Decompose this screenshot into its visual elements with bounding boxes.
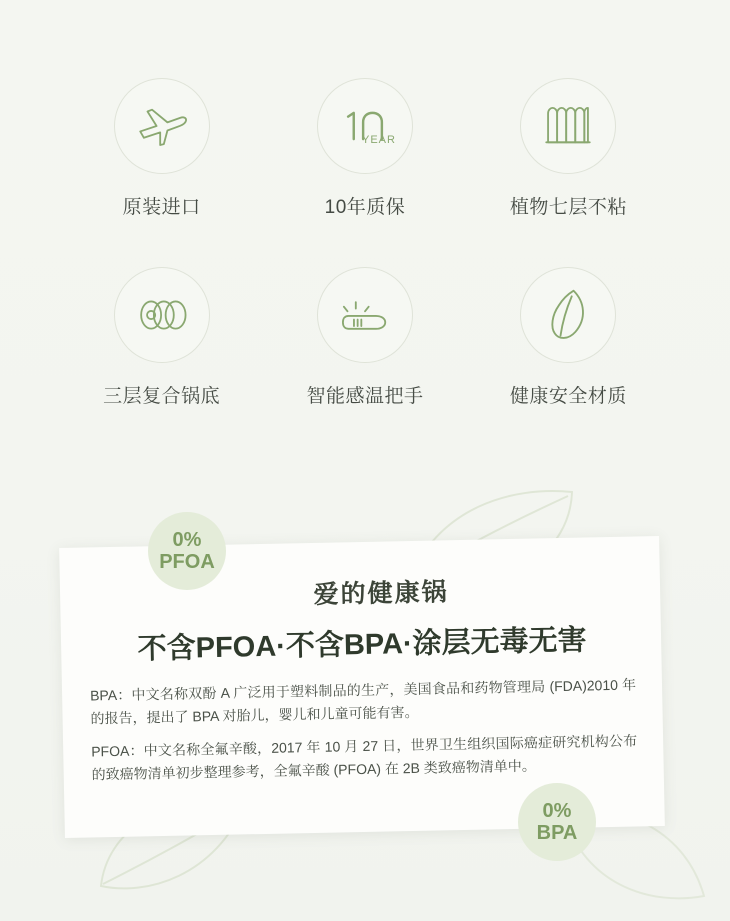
- feature-item-handle: [263, 267, 466, 408]
- feature-label: 智能感温把手: [306, 386, 424, 407]
- feature-label: 原装进口: [122, 197, 201, 218]
- three-layer-base-icon: [132, 285, 192, 345]
- feature-label: 三层复合锅底: [103, 386, 221, 407]
- promo-title: 爱的健康锅: [313, 578, 449, 609]
- smart-handle-icon: [335, 285, 395, 345]
- badge-label: PFOA: [159, 550, 215, 573]
- badge-label: BPA: [536, 821, 578, 844]
- warranty-year-text: YEAR: [362, 134, 396, 146]
- feature-item-imported: [60, 78, 263, 219]
- feature-icon-circle: [317, 267, 413, 363]
- badge-percent: 0%: [542, 799, 572, 822]
- feature-item-material: [467, 267, 670, 408]
- bpa-free-badge: [518, 783, 596, 861]
- feature-item-base: [60, 267, 263, 408]
- promo-section: [0, 470, 730, 921]
- ten-year-warranty-icon: [335, 96, 395, 156]
- feature-icon-circle: [114, 78, 210, 174]
- airplane-icon: [132, 96, 192, 156]
- feature-label: 10年质保: [324, 197, 406, 218]
- badge-percent: 0%: [172, 528, 202, 551]
- feature-icon-circle: [520, 267, 616, 363]
- pfoa-free-badge: [148, 512, 226, 590]
- promo-headline: 不含PFOA·不含BPA·涂层无毒无害: [137, 624, 587, 666]
- leaf-icon: [538, 285, 598, 345]
- feature-icon-circle: [317, 78, 413, 174]
- feature-grid: [60, 78, 670, 408]
- feature-label: 植物七层不粘: [509, 197, 627, 218]
- feature-item-coating: [467, 78, 670, 219]
- feature-icon-circle: [520, 78, 616, 174]
- promo-paragraph-pfoa: PFOA：中文名称全氟辛酸，2017 年 10 月 27 日，世界卫生组织国际癌症研究机构公布的致癌物清单初步整理参考，全氟辛酸 (PFOA) 在 2B 类致癌物清单中。: [91, 732, 638, 783]
- feature-label: 健康安全材质: [509, 386, 627, 407]
- promo-paragraph-bpa: BPA：中文名称双酚 A 广泛用于塑料制品的生产，美国食品和药物管理局 (FDA)2010 年的报告，提出了 BPA 对胎儿，婴儿和儿童可能有害。: [89, 676, 637, 727]
- seven-layer-coating-icon: [538, 96, 598, 156]
- feature-item-warranty: [263, 78, 466, 219]
- feature-icon-circle: [114, 267, 210, 363]
